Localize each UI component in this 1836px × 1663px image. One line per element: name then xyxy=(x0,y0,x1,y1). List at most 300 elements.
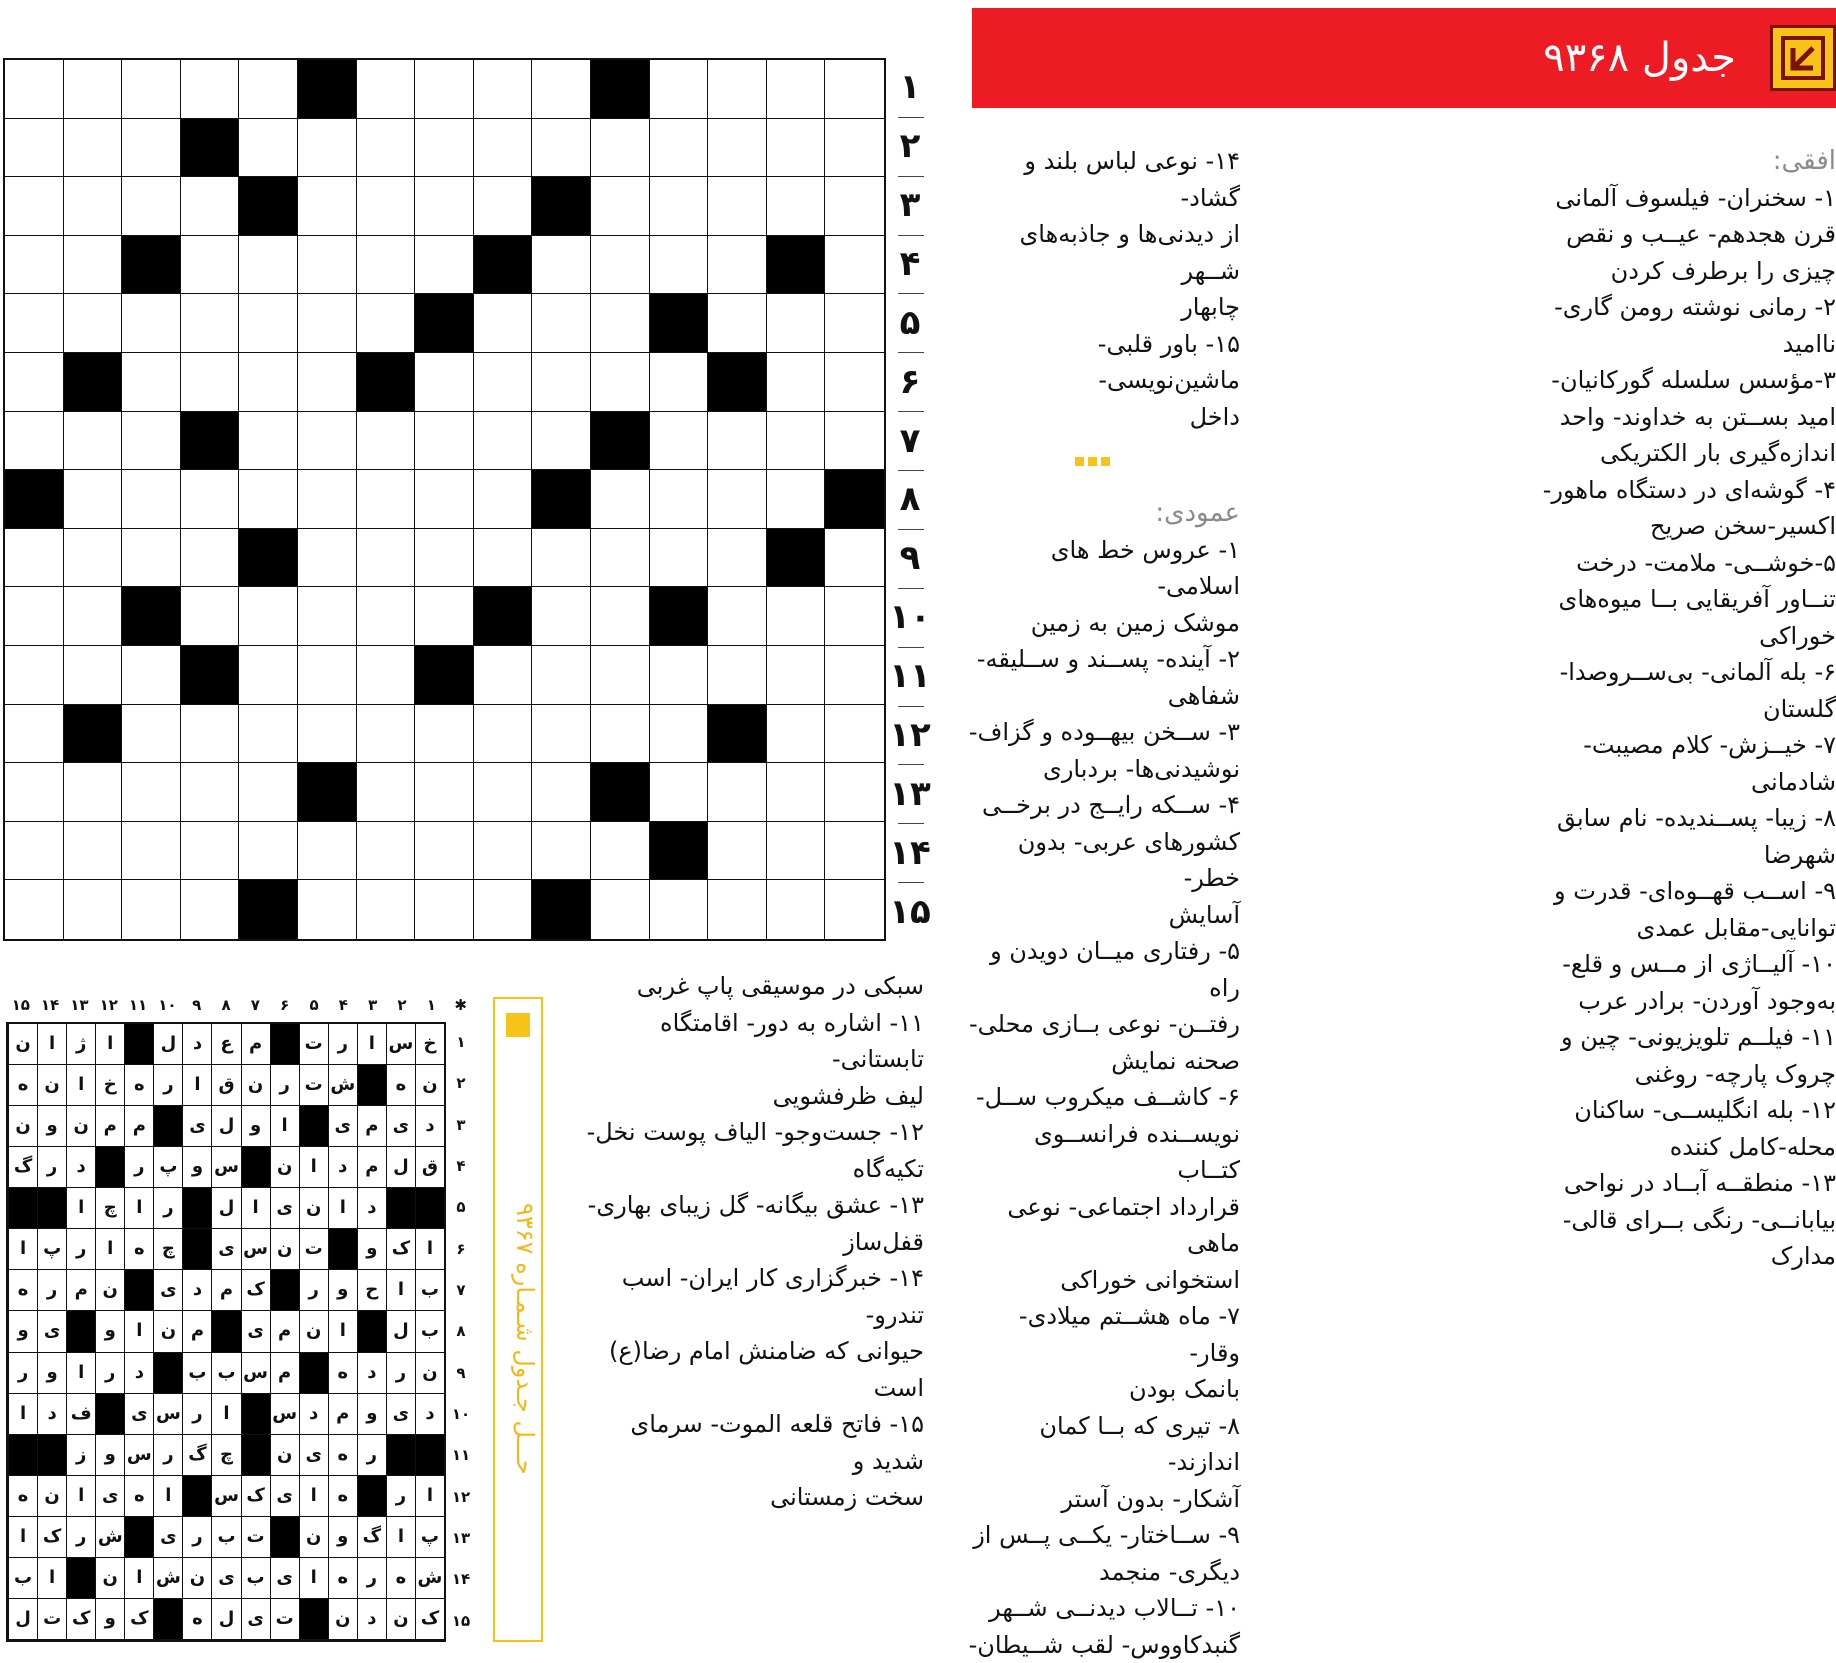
solution-cell: ن xyxy=(182,1558,211,1599)
grid-cell[interactable] xyxy=(181,705,240,764)
grid-cell[interactable] xyxy=(532,236,591,295)
grid-cell[interactable] xyxy=(415,705,474,764)
grid-cell[interactable] xyxy=(825,763,884,822)
grid-cell[interactable] xyxy=(298,587,357,646)
grid-cell[interactable] xyxy=(415,236,474,295)
grid-cell[interactable] xyxy=(5,412,64,471)
grid-cell[interactable] xyxy=(298,236,357,295)
solution-cell: ف xyxy=(66,1394,95,1435)
solution-black-cell xyxy=(299,1599,328,1640)
grid-cell[interactable] xyxy=(357,705,416,764)
grid-cell[interactable] xyxy=(298,353,357,412)
grid-cell[interactable] xyxy=(708,646,767,705)
solution-cell: پ xyxy=(37,1229,66,1270)
grid-cell[interactable] xyxy=(298,177,357,236)
grid-cell[interactable] xyxy=(591,587,650,646)
solution-cell: ه xyxy=(8,1476,37,1517)
grid-cell[interactable] xyxy=(532,353,591,412)
grid-cell[interactable] xyxy=(5,822,64,881)
solution-cell: ه xyxy=(328,1558,357,1599)
grid-cell[interactable] xyxy=(122,822,181,881)
grid-cell[interactable] xyxy=(532,119,591,178)
grid-cell[interactable] xyxy=(122,412,181,471)
solution-row-numbers xyxy=(448,1022,474,1642)
grid-cell[interactable] xyxy=(64,646,123,705)
grid-cell[interactable] xyxy=(591,822,650,881)
grid-cell[interactable] xyxy=(708,177,767,236)
grid-cell[interactable] xyxy=(181,587,240,646)
grid-cell[interactable] xyxy=(708,822,767,881)
grid-cell[interactable] xyxy=(122,119,181,178)
grid-cell[interactable] xyxy=(5,529,64,588)
grid-cell[interactable] xyxy=(64,587,123,646)
solution-black-cell xyxy=(299,1106,328,1147)
grid-cell[interactable] xyxy=(181,822,240,881)
solution-cell: ش xyxy=(328,1065,357,1106)
row-separator xyxy=(898,529,924,530)
clues-horizontal-column xyxy=(1296,143,1836,1275)
grid-cell[interactable] xyxy=(591,470,650,529)
solution-cell: ا xyxy=(66,1476,95,1517)
grid-cell[interactable] xyxy=(122,529,181,588)
grid-cell[interactable] xyxy=(591,646,650,705)
solution-title: حـــل جـدول شـمـاره ۹۳۶۷ xyxy=(499,1059,539,1619)
grid-cell[interactable] xyxy=(767,177,826,236)
black-cell xyxy=(122,587,181,646)
grid-cell[interactable] xyxy=(298,880,357,939)
row-number: ۹ xyxy=(890,529,930,588)
grid-cell[interactable] xyxy=(532,822,591,881)
grid-cell[interactable] xyxy=(357,294,416,353)
black-cell xyxy=(650,822,709,881)
grid-cell[interactable] xyxy=(474,880,533,939)
grid-cell[interactable] xyxy=(650,412,709,471)
grid-cell[interactable] xyxy=(708,60,767,119)
grid-cell[interactable] xyxy=(532,587,591,646)
solution-cell: ر xyxy=(95,1353,124,1394)
grid-cell[interactable] xyxy=(708,529,767,588)
black-cell xyxy=(64,705,123,764)
solution-cell: ا xyxy=(328,1311,357,1352)
grid-cell[interactable] xyxy=(415,763,474,822)
grid-cell[interactable] xyxy=(650,177,709,236)
grid-cell[interactable] xyxy=(64,119,123,178)
solution-cell: ن xyxy=(415,1065,444,1106)
grid-cell[interactable] xyxy=(825,529,884,588)
puzzle-header xyxy=(972,8,1836,108)
grid-cell[interactable] xyxy=(64,294,123,353)
row-separator xyxy=(898,176,924,177)
grid-cell[interactable] xyxy=(298,294,357,353)
grid-cell[interactable] xyxy=(239,763,298,822)
solution-cell: س xyxy=(124,1435,153,1476)
grid-cell[interactable] xyxy=(650,763,709,822)
solution-cell: ت xyxy=(37,1599,66,1640)
grid-cell[interactable] xyxy=(181,529,240,588)
solution-black-cell xyxy=(270,1270,299,1311)
solution-cell: ه xyxy=(182,1599,211,1640)
grid-cell[interactable] xyxy=(122,646,181,705)
row-number: ۱۰ xyxy=(890,588,930,647)
solution-black-cell xyxy=(66,1311,95,1352)
solution-cell: ک xyxy=(386,1229,415,1270)
grid-cell[interactable] xyxy=(767,294,826,353)
row-number: ۵ xyxy=(890,293,930,352)
solution-black-cell xyxy=(182,1229,211,1270)
clue-line: رفتــن- نوعی بــازی محلی- xyxy=(965,1006,1240,1043)
grid-cell[interactable] xyxy=(181,880,240,939)
grid-cell[interactable] xyxy=(5,587,64,646)
grid-cell[interactable] xyxy=(474,412,533,471)
solution-cell: ی xyxy=(328,1106,357,1147)
grid-cell[interactable] xyxy=(181,60,240,119)
grid-cell[interactable] xyxy=(5,177,64,236)
grid-cell[interactable] xyxy=(825,822,884,881)
solution-column-numbers xyxy=(6,988,446,1022)
grid-cell[interactable] xyxy=(357,763,416,822)
grid-cell[interactable] xyxy=(64,529,123,588)
grid-cell[interactable] xyxy=(64,236,123,295)
grid-cell[interactable] xyxy=(5,294,64,353)
grid-cell[interactable] xyxy=(122,470,181,529)
solution-cell: ا xyxy=(66,1065,95,1106)
grid-cell[interactable] xyxy=(650,60,709,119)
grid-cell[interactable] xyxy=(767,412,826,471)
grid-cell[interactable] xyxy=(825,705,884,764)
grid-cell[interactable] xyxy=(298,646,357,705)
solution-cell: ه xyxy=(124,1065,153,1106)
solution-cell: گ xyxy=(8,1147,37,1188)
solution-cell: ر xyxy=(182,1517,211,1558)
clue-line: توانایی-مقابل عمدی xyxy=(1296,910,1836,947)
grid-cell[interactable] xyxy=(64,763,123,822)
section-divider xyxy=(965,435,1240,495)
grid-cell[interactable] xyxy=(357,412,416,471)
grid-cell[interactable] xyxy=(767,822,826,881)
grid-cell[interactable] xyxy=(650,529,709,588)
solution-cell: ر xyxy=(153,1188,182,1229)
grid-cell[interactable] xyxy=(357,646,416,705)
solution-column-number: ۷ xyxy=(241,988,270,1022)
solution-cell: ا xyxy=(37,1558,66,1599)
solution-cell: ی xyxy=(386,1106,415,1147)
grid-cell[interactable] xyxy=(825,177,884,236)
grid-cell[interactable] xyxy=(64,822,123,881)
grid-cell[interactable] xyxy=(708,470,767,529)
clue-line: محله-کامل کننده xyxy=(1296,1129,1836,1166)
solution-cell: ا xyxy=(124,1188,153,1229)
solution-cell: ک xyxy=(37,1517,66,1558)
grid-cell[interactable] xyxy=(474,763,533,822)
grid-cell[interactable] xyxy=(825,646,884,705)
row-separator xyxy=(898,882,924,883)
grid-cell[interactable] xyxy=(650,705,709,764)
grid-cell[interactable] xyxy=(474,294,533,353)
grid-cell[interactable] xyxy=(474,646,533,705)
grid-cell[interactable] xyxy=(767,880,826,939)
grid-cell[interactable] xyxy=(64,60,123,119)
grid-cell[interactable] xyxy=(239,587,298,646)
grid-cell[interactable] xyxy=(650,236,709,295)
grid-cell[interactable] xyxy=(64,880,123,939)
grid-cell[interactable] xyxy=(298,470,357,529)
grid-cell[interactable] xyxy=(357,470,416,529)
grid-cell[interactable] xyxy=(64,177,123,236)
grid-cell[interactable] xyxy=(825,60,884,119)
grid-cell[interactable] xyxy=(767,353,826,412)
grid-cell[interactable] xyxy=(591,705,650,764)
grid-cell[interactable] xyxy=(708,587,767,646)
grid-cell[interactable] xyxy=(122,177,181,236)
solution-cell: س xyxy=(241,1353,270,1394)
grid-cell[interactable] xyxy=(239,236,298,295)
grid-cell[interactable] xyxy=(474,470,533,529)
grid-cell[interactable] xyxy=(415,470,474,529)
solution-cell: ی xyxy=(241,1599,270,1640)
grid-cell[interactable] xyxy=(650,880,709,939)
solution-cell: ک xyxy=(241,1476,270,1517)
grid-cell[interactable] xyxy=(650,119,709,178)
clue-line: تکیه‌گاه xyxy=(584,1151,924,1188)
grid-cell[interactable] xyxy=(474,529,533,588)
grid-cell[interactable] xyxy=(474,822,533,881)
grid-cell[interactable] xyxy=(357,236,416,295)
grid-cell[interactable] xyxy=(357,880,416,939)
grid-cell[interactable] xyxy=(357,177,416,236)
grid-cell[interactable] xyxy=(650,646,709,705)
grid-cell[interactable] xyxy=(181,177,240,236)
grid-cell[interactable] xyxy=(122,294,181,353)
solution-cell: ه xyxy=(328,1353,357,1394)
grid-cell[interactable] xyxy=(767,587,826,646)
grid-cell[interactable] xyxy=(708,294,767,353)
grid-cell[interactable] xyxy=(591,119,650,178)
grid-cell[interactable] xyxy=(239,822,298,881)
grid-cell[interactable] xyxy=(532,60,591,119)
grid-cell[interactable] xyxy=(708,236,767,295)
grid-cell[interactable] xyxy=(825,294,884,353)
grid-cell[interactable] xyxy=(415,177,474,236)
grid-cell[interactable] xyxy=(474,353,533,412)
solution-cell: ش xyxy=(415,1558,444,1599)
grid-cell[interactable] xyxy=(532,705,591,764)
grid-cell[interactable] xyxy=(298,529,357,588)
solution-cell: ن xyxy=(8,1024,37,1065)
grid-cell[interactable] xyxy=(415,880,474,939)
solution-row-number: ۱۲ xyxy=(448,1477,474,1518)
grid-cell[interactable] xyxy=(5,763,64,822)
grid-cell[interactable] xyxy=(591,529,650,588)
grid-cell[interactable] xyxy=(767,646,826,705)
clue-line: شفاهی xyxy=(965,678,1240,715)
grid-cell[interactable] xyxy=(122,353,181,412)
grid-cell[interactable] xyxy=(239,646,298,705)
grid-cell[interactable] xyxy=(298,119,357,178)
solution-cell: ر xyxy=(153,1435,182,1476)
grid-cell[interactable] xyxy=(415,353,474,412)
grid-cell[interactable] xyxy=(767,60,826,119)
grid-cell[interactable] xyxy=(591,236,650,295)
grid-cell[interactable] xyxy=(825,119,884,178)
grid-cell[interactable] xyxy=(122,880,181,939)
solution-cell: ر xyxy=(386,1353,415,1394)
solution-cell: ی xyxy=(153,1270,182,1311)
solution-column-number: ۸ xyxy=(211,988,240,1022)
grid-cell[interactable] xyxy=(357,60,416,119)
grid-cell[interactable] xyxy=(474,177,533,236)
grid-cell[interactable] xyxy=(532,294,591,353)
clue-line: ۱۱- فیلــم تلویزیونی- چین و xyxy=(1296,1019,1836,1056)
solution-cell: ه xyxy=(124,1476,153,1517)
solution-cell: د xyxy=(182,1024,211,1065)
solution-cell: ر xyxy=(357,1435,386,1476)
grid-cell[interactable] xyxy=(591,880,650,939)
solution-cell: ر xyxy=(182,1394,211,1435)
grid-cell[interactable] xyxy=(708,412,767,471)
grid-cell[interactable] xyxy=(591,294,650,353)
grid-cell[interactable] xyxy=(122,60,181,119)
grid-cell[interactable] xyxy=(415,60,474,119)
solution-cell: ن xyxy=(270,1147,299,1188)
grid-cell[interactable] xyxy=(415,412,474,471)
grid-cell[interactable] xyxy=(357,822,416,881)
grid-cell[interactable] xyxy=(181,470,240,529)
solution-black-cell xyxy=(153,1106,182,1147)
grid-cell[interactable] xyxy=(532,646,591,705)
clue-line: ۶- کاشــف میکروب ســل- xyxy=(965,1079,1240,1116)
solution-cell: چ xyxy=(95,1188,124,1229)
grid-cell[interactable] xyxy=(474,705,533,764)
clue-line: ناامید xyxy=(1296,326,1836,363)
solution-cell: ه xyxy=(124,1229,153,1270)
grid-cell[interactable] xyxy=(64,470,123,529)
solution-cell: ز xyxy=(66,1435,95,1476)
clue-line: ۱۲- جست‌وجو- الیاف پوست نخل- xyxy=(584,1114,924,1151)
solution-cell: ن xyxy=(386,1599,415,1640)
row-separator xyxy=(898,470,924,471)
grid-cell[interactable] xyxy=(357,119,416,178)
grid-cell[interactable] xyxy=(591,353,650,412)
grid-cell[interactable] xyxy=(474,60,533,119)
row-separator xyxy=(898,764,924,765)
clue-line: ۴- ســکه رایــج در برخــی xyxy=(965,787,1240,824)
grid-cell[interactable] xyxy=(474,119,533,178)
grid-cell[interactable] xyxy=(825,412,884,471)
grid-cell[interactable] xyxy=(825,880,884,939)
solution-row-number: ۹ xyxy=(448,1353,474,1394)
solution-cell: ا xyxy=(328,1188,357,1229)
grid-cell[interactable] xyxy=(357,587,416,646)
grid-cell[interactable] xyxy=(122,763,181,822)
grid-cell[interactable] xyxy=(708,119,767,178)
solution-cell: ن xyxy=(241,1065,270,1106)
solution-cell: ی xyxy=(211,1558,240,1599)
grid-cell[interactable] xyxy=(239,470,298,529)
grid-cell[interactable] xyxy=(298,705,357,764)
grid-cell[interactable] xyxy=(767,470,826,529)
grid-cell[interactable] xyxy=(5,880,64,939)
grid-cell[interactable] xyxy=(5,646,64,705)
clue-line: ۱۵- باور قلبی- ماشین‌نویسی- xyxy=(965,326,1240,399)
solution-cell: ب xyxy=(415,1311,444,1352)
grid-cell[interactable] xyxy=(415,587,474,646)
grid-cell[interactable] xyxy=(239,119,298,178)
solution-cell: ی xyxy=(270,1476,299,1517)
grid-cell[interactable] xyxy=(5,119,64,178)
grid-cell[interactable] xyxy=(5,705,64,764)
black-cell xyxy=(591,60,650,119)
grid-cell[interactable] xyxy=(708,763,767,822)
solution-cell: ر xyxy=(66,1229,95,1270)
solution-cell: ن xyxy=(270,1229,299,1270)
grid-cell[interactable] xyxy=(415,529,474,588)
black-cell xyxy=(650,294,709,353)
clue-line: ۷- ماه هشــتم میلادی- وقار- xyxy=(965,1298,1240,1371)
solution-column-number: ۱۰ xyxy=(153,988,182,1022)
grid-cell[interactable] xyxy=(650,353,709,412)
grid-cell[interactable] xyxy=(239,412,298,471)
grid-cell[interactable] xyxy=(767,705,826,764)
grid-cell[interactable] xyxy=(415,822,474,881)
solution-cell: ا xyxy=(153,1476,182,1517)
grid-cell[interactable] xyxy=(5,236,64,295)
grid-cell[interactable] xyxy=(5,60,64,119)
solution-cell: ع xyxy=(211,1024,240,1065)
solution-cell: ب xyxy=(182,1353,211,1394)
grid-cell[interactable] xyxy=(532,763,591,822)
row-separator xyxy=(898,647,924,648)
clue-line: شهرضا xyxy=(1296,837,1836,874)
grid-cell[interactable] xyxy=(708,880,767,939)
grid-cell[interactable] xyxy=(239,353,298,412)
grid-cell[interactable] xyxy=(181,763,240,822)
clue-line: چیزی را برطرف کردن xyxy=(1296,253,1836,290)
solution-cell: ن xyxy=(95,1558,124,1599)
grid-cell[interactable] xyxy=(122,705,181,764)
solution-column-number: ۱۲ xyxy=(94,988,123,1022)
solution-cell: ه xyxy=(8,1065,37,1106)
grid-cell[interactable] xyxy=(532,529,591,588)
grid-cell[interactable] xyxy=(239,705,298,764)
solution-cell: پ xyxy=(415,1517,444,1558)
clue-line: ۱۴- خبرگزاری کار ایران- اسب تندرو- xyxy=(584,1260,924,1333)
crossword-grid[interactable] xyxy=(3,58,886,941)
grid-cell[interactable] xyxy=(181,294,240,353)
grid-cell[interactable] xyxy=(825,587,884,646)
solution-cell: د xyxy=(357,1188,386,1229)
solution-black-cell xyxy=(386,1435,415,1476)
grid-cell[interactable] xyxy=(591,177,650,236)
grid-cell[interactable] xyxy=(825,236,884,295)
grid-cell[interactable] xyxy=(767,763,826,822)
grid-cell[interactable] xyxy=(181,236,240,295)
grid-cell[interactable] xyxy=(64,412,123,471)
grid-cell[interactable] xyxy=(532,412,591,471)
grid-cell[interactable] xyxy=(239,294,298,353)
black-cell xyxy=(181,119,240,178)
grid-cell[interactable] xyxy=(357,529,416,588)
grid-cell[interactable] xyxy=(825,353,884,412)
grid-cell[interactable] xyxy=(650,470,709,529)
grid-cell[interactable] xyxy=(298,412,357,471)
grid-cell[interactable] xyxy=(298,822,357,881)
grid-cell[interactable] xyxy=(239,60,298,119)
solution-cell: م xyxy=(211,1270,240,1311)
grid-cell[interactable] xyxy=(5,353,64,412)
grid-cell[interactable] xyxy=(767,119,826,178)
grid-cell[interactable] xyxy=(415,119,474,178)
grid-cell[interactable] xyxy=(181,353,240,412)
